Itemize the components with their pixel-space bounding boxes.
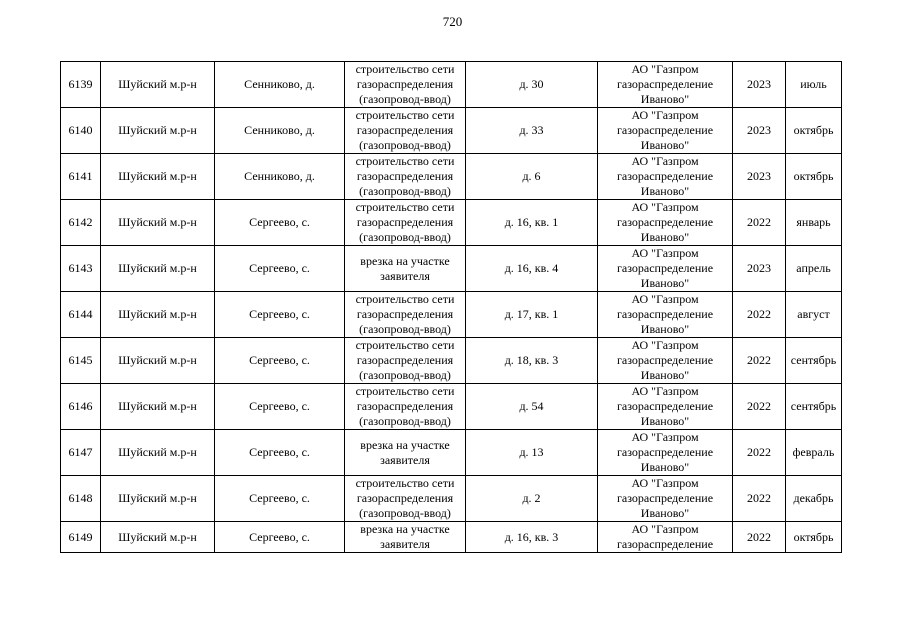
address-cell <box>466 430 598 476</box>
settlement-cell-text: Сергеево, с. <box>249 529 310 544</box>
operator-cell <box>598 430 733 476</box>
address-cell-text: д. 33 <box>519 123 544 137</box>
operator-cell-text: АО "Газпром газораспределение Иваново" <box>616 246 714 290</box>
settlement-cell <box>215 108 345 154</box>
month-cell-text: февраль <box>792 445 835 459</box>
operator-cell <box>598 522 733 553</box>
work-type-cell-text: строительство сети газораспределения (газопровод-ввод) <box>355 338 455 382</box>
work-type-cell <box>345 62 466 108</box>
settlement-cell <box>215 338 345 384</box>
district-cell-text: Шуйский м.р-н <box>118 307 197 321</box>
table-row <box>61 62 842 108</box>
row-number-cell <box>61 384 101 430</box>
address-cell-text: д. 54 <box>519 399 544 413</box>
district-cell-text: Шуйский м.р-н <box>118 169 197 183</box>
year-cell <box>733 384 786 430</box>
district-cell <box>101 476 215 522</box>
work-type-cell-text: строительство сети газораспределения (газопровод-ввод) <box>355 384 455 428</box>
address-cell <box>466 200 598 246</box>
operator-cell-text: АО "Газпром газораспределение Иваново" <box>616 292 714 336</box>
settlement-cell-text: Сергеево, с. <box>249 399 310 413</box>
year-cell <box>733 62 786 108</box>
month-cell-text: сентябрь <box>790 353 837 367</box>
table-row <box>61 292 842 338</box>
year-cell <box>733 522 786 553</box>
settlement-cell-text: Сергеево, с. <box>249 491 310 505</box>
year-cell-text: 2022 <box>747 491 771 505</box>
table-row <box>61 384 842 430</box>
district-cell <box>101 522 215 553</box>
operator-cell <box>598 154 733 200</box>
row-number-cell-text: 6143 <box>68 261 93 275</box>
settlement-cell <box>215 384 345 430</box>
address-cell-text: д. 18, кв. 3 <box>504 353 559 367</box>
month-cell <box>786 200 842 246</box>
operator-cell <box>598 476 733 522</box>
settlement-cell <box>215 476 345 522</box>
address-cell <box>466 292 598 338</box>
year-cell <box>733 338 786 384</box>
year-cell-text: 2022 <box>747 399 771 413</box>
row-number-cell-text: 6149 <box>68 529 93 544</box>
operator-cell-text: АО "Газпром газораспределение Иваново" <box>616 200 714 244</box>
year-cell-text: 2022 <box>747 529 771 544</box>
operator-cell <box>598 200 733 246</box>
settlement-cell-text: Сенниково, д. <box>244 169 315 183</box>
address-cell-text: д. 6 <box>522 169 541 183</box>
address-cell-text: д. 13 <box>519 445 544 459</box>
district-cell-text: Шуйский м.р-н <box>118 529 197 544</box>
settlement-cell-text: Сергеево, с. <box>249 261 310 275</box>
district-cell <box>101 430 215 476</box>
operator-cell-text: АО "Газпром газораспределение <box>616 522 714 551</box>
month-cell-text: октябрь <box>793 529 834 544</box>
address-cell <box>466 476 598 522</box>
address-cell-text: д. 16, кв. 1 <box>504 215 559 229</box>
month-cell <box>786 338 842 384</box>
address-cell-text: д. 16, кв. 3 <box>504 529 559 544</box>
row-number-cell-text: 6139 <box>68 77 93 91</box>
work-type-cell <box>345 108 466 154</box>
address-cell-text: д. 17, кв. 1 <box>504 307 559 321</box>
work-type-cell-text: строительство сети газораспределения (газопровод-ввод) <box>355 292 455 336</box>
table-row <box>61 522 842 553</box>
row-number-cell <box>61 522 101 553</box>
address-cell <box>466 62 598 108</box>
work-type-cell <box>345 246 466 292</box>
year-cell <box>733 108 786 154</box>
work-type-cell <box>345 476 466 522</box>
settlement-cell-text: Сергеево, с. <box>249 445 310 459</box>
row-number-cell <box>61 338 101 384</box>
address-cell <box>466 108 598 154</box>
work-type-cell <box>345 338 466 384</box>
operator-cell-text: АО "Газпром газораспределение Иваново" <box>616 338 714 382</box>
work-type-cell-text: врезка на участке заявителя <box>360 522 450 551</box>
district-cell <box>101 200 215 246</box>
district-cell <box>101 154 215 200</box>
settlement-cell <box>215 62 345 108</box>
row-number-cell <box>61 154 101 200</box>
district-cell-text: Шуйский м.р-н <box>118 77 197 91</box>
year-cell-text: 2022 <box>747 353 771 367</box>
row-number-cell-text: 6147 <box>68 445 93 459</box>
month-cell <box>786 154 842 200</box>
row-number-cell <box>61 108 101 154</box>
operator-cell <box>598 384 733 430</box>
district-cell-text: Шуйский м.р-н <box>118 123 197 137</box>
table-row <box>61 108 842 154</box>
work-type-cell-text: строительство сети газораспределения (газопровод-ввод) <box>355 62 455 106</box>
month-cell-text: октябрь <box>793 169 834 183</box>
district-cell-text: Шуйский м.р-н <box>118 261 197 275</box>
year-cell <box>733 476 786 522</box>
table-body <box>61 62 842 553</box>
work-type-cell-text: строительство сети газораспределения (газопровод-ввод) <box>355 154 455 198</box>
year-cell-text: 2022 <box>747 445 771 459</box>
settlement-cell-text: Сергеево, с. <box>249 307 310 321</box>
operator-cell-text: АО "Газпром газораспределение Иваново" <box>616 430 714 474</box>
row-number-cell-text: 6145 <box>68 353 93 367</box>
month-cell-text: сентябрь <box>790 399 837 413</box>
district-cell-text: Шуйский м.р-н <box>118 215 197 229</box>
settlement-cell-text: Сергеево, с. <box>249 353 310 367</box>
district-cell-text: Шуйский м.р-н <box>118 399 197 413</box>
month-cell <box>786 62 842 108</box>
operator-cell <box>598 246 733 292</box>
row-number-cell-text: 6141 <box>68 169 93 183</box>
year-cell-text: 2022 <box>747 215 771 229</box>
address-cell <box>466 154 598 200</box>
address-cell <box>466 338 598 384</box>
district-cell-text: Шуйский м.р-н <box>118 491 197 505</box>
address-cell-text: д. 16, кв. 4 <box>504 261 559 275</box>
table-row <box>61 246 842 292</box>
month-cell <box>786 430 842 476</box>
operator-cell <box>598 292 733 338</box>
settlement-cell-text: Сенниково, д. <box>244 77 315 91</box>
year-cell-text: 2023 <box>747 77 771 91</box>
row-number-cell <box>61 292 101 338</box>
row-number-cell-text: 6146 <box>68 399 93 413</box>
work-type-cell <box>345 430 466 476</box>
work-type-cell-text: строительство сети газораспределения (газопровод-ввод) <box>355 108 455 152</box>
operator-cell <box>598 62 733 108</box>
year-cell <box>733 430 786 476</box>
month-cell <box>786 522 842 553</box>
district-cell-text: Шуйский м.р-н <box>118 353 197 367</box>
work-type-cell-text: врезка на участке заявителя <box>360 437 450 467</box>
settlement-cell <box>215 154 345 200</box>
district-cell <box>101 108 215 154</box>
address-cell-text: д. 2 <box>522 491 541 505</box>
settlement-cell-text: Сенниково, д. <box>244 123 315 137</box>
operator-cell-text: АО "Газпром газораспределение Иваново" <box>616 476 714 520</box>
year-cell-text: 2023 <box>747 123 771 137</box>
settlement-cell <box>215 430 345 476</box>
district-cell-text: Шуйский м.р-н <box>118 445 197 459</box>
year-cell <box>733 292 786 338</box>
operator-cell-text: АО "Газпром газораспределение Иваново" <box>616 108 714 152</box>
row-number-cell-text: 6142 <box>68 215 93 229</box>
address-cell <box>466 384 598 430</box>
month-cell <box>786 108 842 154</box>
work-type-cell <box>345 384 466 430</box>
district-cell <box>101 338 215 384</box>
operator-cell-text: АО "Газпром газораспределение Иваново" <box>616 384 714 428</box>
settlement-cell <box>215 246 345 292</box>
month-cell-text: декабрь <box>793 491 834 505</box>
row-number-cell <box>61 62 101 108</box>
month-cell <box>786 384 842 430</box>
month-cell <box>786 292 842 338</box>
row-number-cell-text: 6148 <box>68 491 93 505</box>
settlement-cell-text: Сергеево, с. <box>249 215 310 229</box>
month-cell-text: октябрь <box>793 123 834 137</box>
work-type-cell <box>345 154 466 200</box>
work-type-cell-text: строительство сети газораспределения (газопровод-ввод) <box>355 200 455 244</box>
address-cell-text: д. 30 <box>519 77 544 91</box>
operator-cell-text: АО "Газпром газораспределение Иваново" <box>616 62 714 106</box>
settlement-cell <box>215 200 345 246</box>
table-row <box>61 200 842 246</box>
district-cell <box>101 384 215 430</box>
settlement-cell <box>215 292 345 338</box>
gasification-table <box>60 61 842 553</box>
district-cell <box>101 246 215 292</box>
work-type-cell-text: врезка на участке заявителя <box>360 253 450 283</box>
row-number-cell-text: 6140 <box>68 123 93 137</box>
table-row <box>61 338 842 384</box>
month-cell-text: август <box>797 307 830 321</box>
month-cell <box>786 476 842 522</box>
month-cell <box>786 246 842 292</box>
row-number-cell <box>61 476 101 522</box>
row-number-cell <box>61 200 101 246</box>
page-number: 720 <box>442 14 463 29</box>
table-row <box>61 476 842 522</box>
year-cell <box>733 200 786 246</box>
year-cell <box>733 154 786 200</box>
year-cell-text: 2023 <box>747 169 771 183</box>
district-cell <box>101 292 215 338</box>
work-type-cell <box>345 522 466 553</box>
operator-cell-text: АО "Газпром газораспределение Иваново" <box>616 154 714 198</box>
month-cell-text: январь <box>796 215 831 229</box>
row-number-cell <box>61 246 101 292</box>
year-cell-text: 2022 <box>747 307 771 321</box>
row-number-cell <box>61 430 101 476</box>
work-type-cell <box>345 200 466 246</box>
district-cell <box>101 62 215 108</box>
row-number-cell-text: 6144 <box>68 307 93 321</box>
table-row <box>61 430 842 476</box>
address-cell <box>466 522 598 553</box>
address-cell <box>466 246 598 292</box>
work-type-cell-text: строительство сети газораспределения (газопровод-ввод) <box>355 476 455 520</box>
year-cell-text: 2023 <box>747 261 771 275</box>
operator-cell <box>598 338 733 384</box>
work-type-cell <box>345 292 466 338</box>
table-row <box>61 154 842 200</box>
settlement-cell <box>215 522 345 553</box>
month-cell-text: июль <box>800 77 827 91</box>
month-cell-text: апрель <box>796 261 831 275</box>
year-cell <box>733 246 786 292</box>
operator-cell <box>598 108 733 154</box>
